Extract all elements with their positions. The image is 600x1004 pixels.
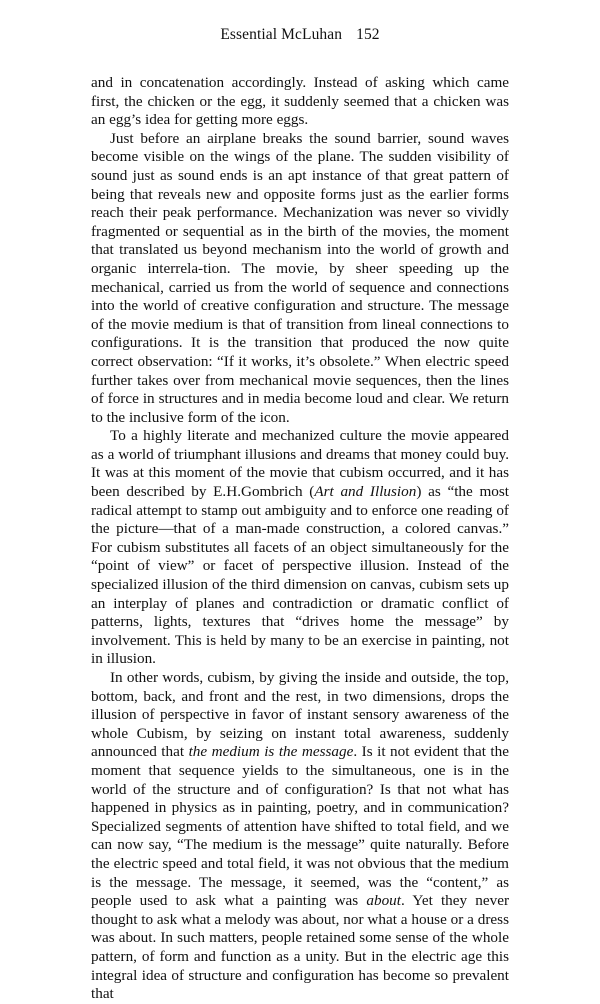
- paragraph-3: [91, 427, 509, 669]
- paragraph-2: Just before an airplane breaks the sound barrier, sound waves become visible on the wings of the plane. The sudden visibility of sound just as sound ends is an apt instance of that great pattern of being that reveals new and opposite forms just as the earlier forms reach their peak performance. Mechanization was never so vividly fragmented or sequential as in the birth of the movies, the moment that translated us beyond mechanism into the world of growth and organic interrela-tion. The movie, by sheer speeding up the mechanical, carried us from the world of sequence and connections into the world of creative configuration and structure. The message of the movie medium is that of transition from lineal connections to configurations. It is the transition that produced the now quite correct observation: “If it works, it’s obsolete.” When electric speed further takes over from mechanical movie sequences, then the lines of force in structures and in media become loud and clear. We return to the inclusive form of the icon.: [91, 129, 509, 426]
- paragraph-3-text-b: ) as “the most radical attempt to stamp out ambiguity and to enforce one reading of the picture—that of a man-made construction, a colored canvas.” For cubism substitutes all facets of an object simultaneously for the “point of view” or facet of perspective illusion. Instead of the specialized illusion of the third dimension on canvas, cubism sets up an interplay of planes and contradiction or dramatic conflict of patterns, lights, textures that “drives home the message” by involvement. This is held by many to be an exercise in painting, not in illusion.: [91, 483, 509, 668]
- paragraph-4-text-a: In other words, cubism, by giving the inside and outside, the top, bottom, back, and front and the rest, in two dimensions, drops the illusion of perspective in favor of instant sensory awareness of the whole Cubism, by seizing on instant total awareness, suddenly announced that: [91, 669, 509, 761]
- emphasis-about: about: [366, 892, 401, 910]
- running-header: [0, 26, 600, 44]
- book-reference-title: Art and Illusion: [314, 483, 417, 501]
- book-title: Essential McLuhan: [220, 26, 343, 43]
- page-number: 152: [356, 26, 380, 43]
- paragraph-4: [91, 669, 509, 1004]
- paragraph-3-text-a: To a highly literate and mechanized culture the movie appeared as a world of triumphant illusions and dreams that money could buy. It was at this moment of the movie that cubism occurred, and it has been described by E.H.Gombrich (: [91, 427, 509, 501]
- paragraph-1: and in concatenation accordingly. Instead of asking which came first, the chicken or the egg, it suddenly seemed that a chicken was an egg’s idea for getting more eggs.: [91, 74, 509, 129]
- paragraph-4-text-b: . Is it not evident that the moment that sequence yields to the simultaneous, one is in the world of the structure and of configuration? Is that not what has happened in physics as in painting, poetry, and in communication? Specialized segments of attention have shifted to total field, and we can now say, “The medium is the message” quite naturally. Before the electric speed and total field, it was not obvious that the medium is the message. The message, it seemed, was the “content,” as people used to ask what a painting was: [91, 743, 509, 910]
- paragraph-4-text-c: . Yet they never thought to ask what a melody was about, nor what a house or a dress was about. In such matters, people retained some sense of the whole pattern, of form and function as a unity. But in the electric age this integral idea of structure and configuration has become so prevalent that: [91, 892, 509, 1003]
- emphasis-medium-message: the medium is the message: [188, 743, 354, 761]
- body-text: [91, 74, 509, 1004]
